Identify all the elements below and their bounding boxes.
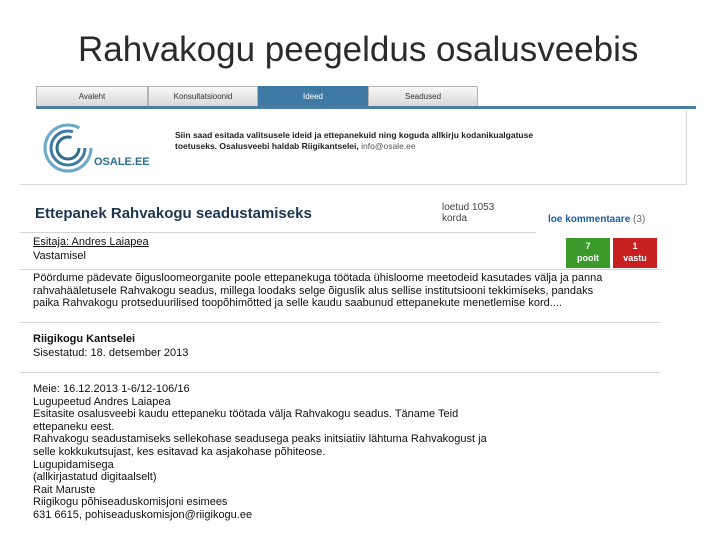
divider (20, 372, 660, 373)
letter-line: (allkirjastatud digitaalselt) (33, 471, 157, 484)
osale-logo[interactable] (42, 122, 152, 174)
proposal-body-line: Pöördume pädevate õigusloomeorganite poole ettepanekuga töötada ühisloome meetodeid kasutades välja ja panna (33, 272, 603, 284)
proposal-body-line: paika Rahvakogu protseduurilised toopõhimõtted ja selle kaudu saabunud ettepanekute menetlemise kord.... (33, 297, 562, 310)
proposal-status: Vastamisel (33, 250, 86, 262)
view-count-line1: loetud 1053 (442, 202, 495, 213)
vote-against-count: 1 (632, 241, 638, 251)
response-date: Sisestatud: 18. detsember 2013 (33, 347, 189, 359)
view-count-line2: korda (442, 213, 468, 224)
tab-konsultatsioonid[interactable]: Konsultatsioonid (148, 86, 258, 106)
vote-for-count: 7 (585, 241, 591, 251)
comment-count: (3) (633, 214, 646, 225)
response-org: Riigikogu Kantselei (33, 333, 136, 345)
vote-for-label: poolt (577, 253, 599, 263)
response-letter (33, 383, 663, 522)
read-comments-link[interactable] (548, 214, 645, 225)
read-comments-label: loe kommentaare (548, 214, 631, 225)
letter-line: Rahvakogu seadustamiseks sellekohase seadusega peaks initsiatiiv lähtuma Rahvakogust ja (33, 433, 487, 446)
slide-title: Rahvakogu peegeldus osalusveebis (78, 30, 639, 69)
vote-for-button[interactable] (566, 238, 610, 268)
letter-line: 631 6615, pohiseaduskomisjon@riigikogu.ee (33, 508, 253, 521)
proposal-body (33, 272, 663, 310)
tab-avaleht[interactable]: Avaleht (36, 86, 148, 106)
divider (20, 322, 660, 323)
tab-seadused[interactable]: Seadused (368, 86, 478, 106)
proposal-author: Esitaja: Andres Laiapea (33, 236, 149, 248)
description-text: Siin saad esitada valitsusele ideid ja ettepanekuid ning koguda allkirju kodanikualgatuse toetuseks. Osalusveebi haldab Riigikantselei, (175, 130, 534, 151)
proposal-body-line: rahvahääletusele Rahvakogu seadus, millega loodaks selge õiguslik alus sellise institutsiooni tekkimiseks, pandaks (33, 284, 594, 297)
logo-text: OSALE.EE (94, 156, 150, 168)
letter-line: Rait Maruste (33, 483, 96, 496)
divider (20, 232, 536, 233)
tab-ideed[interactable]: Ideed (258, 86, 368, 106)
site-description (175, 130, 565, 152)
letter-line: Lugupeetud Andres Laiapea (33, 395, 171, 408)
contact-email-link[interactable]: info@osale.ee (361, 141, 416, 151)
letter-line: ettepaneku eest. (33, 420, 115, 433)
letter-line: Esitasite osalusveebi kaudu ettepaneku töötada välja Rahvakogu seadus. Täname Teid (33, 408, 459, 421)
letter-line: Lugupidamisega (33, 458, 114, 471)
letter-line: Meie: 16.12.2013 1-6/12-106/16 (33, 383, 190, 395)
view-count (442, 202, 494, 224)
letter-line: Riigikogu põhiseaduskomisjoni esimees (33, 496, 228, 509)
logo-circles-icon (42, 122, 102, 174)
vote-against-button[interactable] (613, 238, 657, 268)
nav-tabs (36, 86, 696, 109)
proposal-title: Ettepanek Rahvakogu seadustamiseks (35, 205, 312, 222)
letter-line: selle kokkukutsujast, kes esitavad ka asjakohase põhiteose. (33, 445, 326, 458)
divider (20, 269, 660, 270)
vote-against-label: vastu (623, 253, 647, 263)
site-header (20, 110, 687, 185)
